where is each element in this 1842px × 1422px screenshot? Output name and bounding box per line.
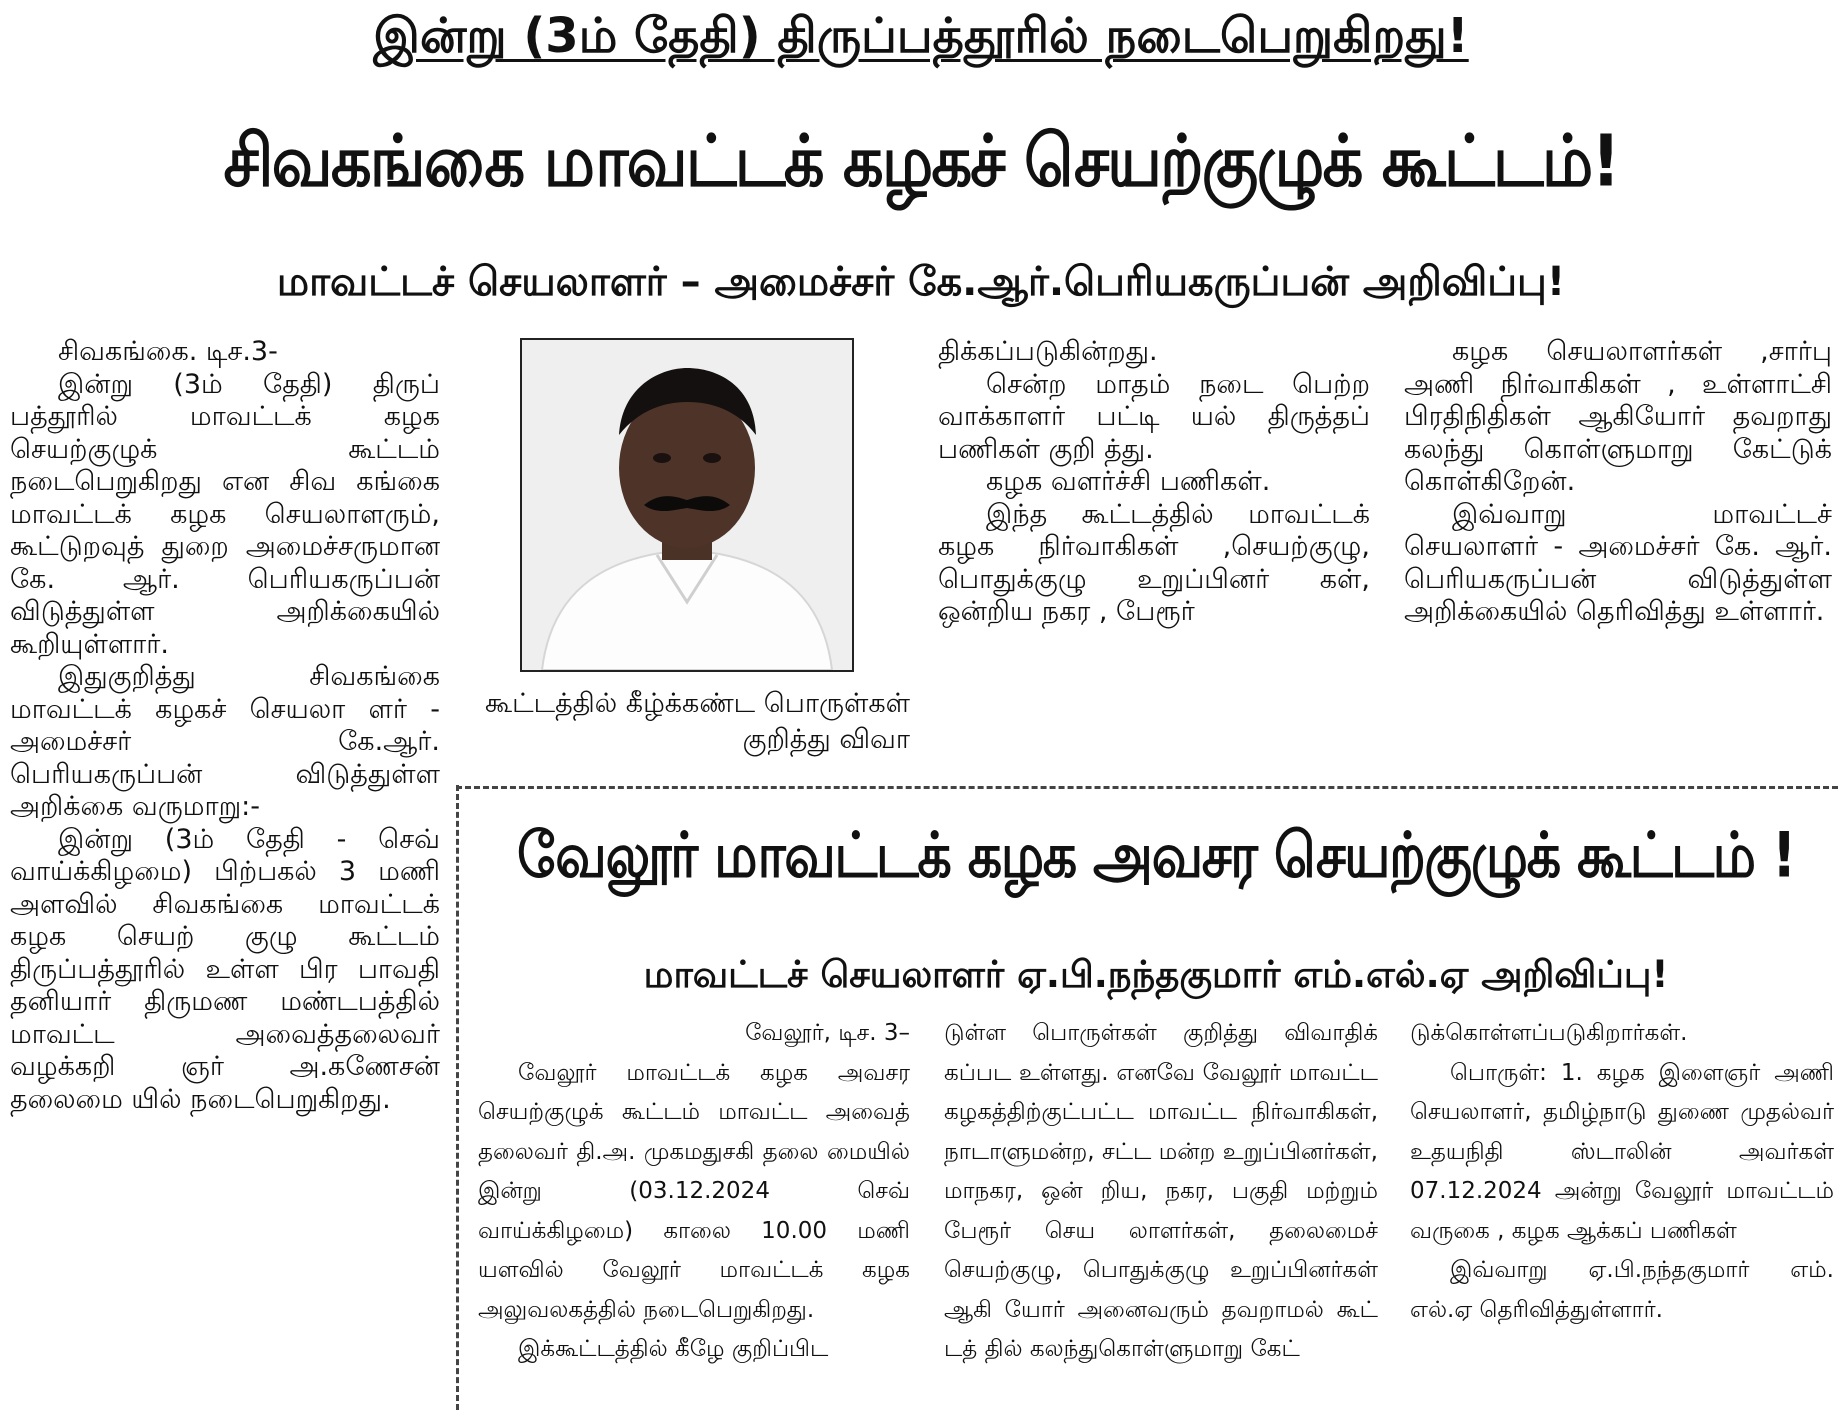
photo-caption — [470, 686, 910, 758]
paragraph: டுள்ள பொருள்கள் குறித்து விவாதிக் கப்பட உள்ளது. எனவே வேலூர் மாவட்ட கழகத்திற்குட்பட்ட மாவட்ட நிர்வாகிகள், நாடாளுமன்ற, சட்ட மன்ற உறுப்பினர்கள், மாநகர, ஒன் றிய, நகர, பகுதி மற்றும் பேரூர் செய லாளர்கள், தலைமைச் செயற்குழு, பொதுக்குழு உறுப்பினர்கள் ஆகி யோர் அனைவரும் தவறாமல் கூட் டத் தில் கலந்துகொள்ளுமாறு கேட் — [944, 1020, 1378, 1362]
article1-column-3 — [938, 336, 1370, 629]
paragraph: இக்கூட்டத்தில் கீழே குறிப்பிட — [518, 1336, 829, 1362]
dateline: வேலூர், டிச. 3– — [745, 1020, 910, 1046]
dateline: சிவகங்கை. டிச.3- — [58, 336, 278, 367]
article1-column-1 — [10, 336, 440, 1116]
paragraph: இவ்வாறு மாவட்டச் செயலாளர் - அமைச்சர் கே. ஆர். பெரியகருப்பன் விடுத்துள்ள அறிக்கையில் தெரிவித்து உள்ளார். — [1404, 498, 1832, 627]
caption-text: கூட்டத்தில் கீழ்க்கண்ட பொருள்கள் குறித்து விவா — [485, 688, 910, 755]
paragraph: இவ்வாறு ஏ.பி.நந்தகுமார் எம். எல்.ஏ தெரிவித்துள்ளார். — [1410, 1257, 1834, 1323]
paragraph: டுக்கொள்ளப்படுகிறார்கள். — [1410, 1020, 1688, 1046]
subheadline-2: மாவட்டச் செயலாளர் ஏ.பி.நந்தகுமார் எம்.எல்.ஏ அறிவிப்பு! — [643, 953, 1669, 996]
paragraph: கழக வளர்ச்சி பணிகள். — [986, 466, 1271, 497]
paragraph: திக்கப்படுகின்றது. — [938, 336, 1158, 367]
article2-column-2 — [944, 1014, 1378, 1370]
column-divider — [456, 785, 459, 1410]
article2-column-1 — [478, 1014, 910, 1370]
paragraph: இதுகுறித்து சிவகங்கை மாவட்டக் கழகச் செயலா ளர் - அமைச்சர் கே.ஆர். பெரியகருப்பன் விடுத்துள்ள அறிக்கை வருமாறு:- — [10, 661, 440, 822]
paragraph: இன்று (3ம் தேதி - செவ் வாய்க்கிழமை) பிற்பகல் 3 மணி அளவில் சிவகங்கை மாவட்டக் கழக செயற் குழு கூட்டம் திருப்பத்தூரில் உள்ள பிர பாவதி தனியார் திருமண மண்டபத்தில் மாவட்ட அவைத்தலைவர் வழக்கறி ஞர் அ.கணேசன் தலைமை யில் நடைபெறுகிறது. — [10, 823, 440, 1115]
article2-column-3 — [1410, 1014, 1834, 1330]
kicker-text: இன்று (3ம் தேதி) திருப்பத்தூரில் நடைபெறுகிறது! — [373, 8, 1469, 64]
paragraph: வேலூர் மாவட்டக் கழக அவசர செயற்குழுக் கூட்டம் மாவட்ட அவைத் தலைவர் தி.அ. முகமதுசகி தலை மையில் இன்று (03.12.2024 செவ் வாய்க்கிழமை) காலை 10.00 மணி யளவில் வேலூர் மாவட்டக் கழக அலுவலகத்தில் நடைபெறுகிறது. — [478, 1059, 910, 1323]
paragraph: பொருள்: 1. கழக இளைஞர் அணி செயலாளர், தமிழ்நாடு துணை முதல்வர் உதயநிதி ஸ்டாலின் அவர்கள் 07.12.2024 அன்று வேலூர் மாவட்டம் வருகை , கழக ஆக்கப் பணிகள் — [1410, 1059, 1834, 1244]
section-divider — [456, 786, 1838, 789]
headline-2: வேலூர் மாவட்டக் கழக அவசர செயற்குழுக் கூட்டம் ! — [516, 819, 1796, 892]
kicker-line — [0, 4, 1842, 68]
paragraph: இந்த கூட்டத்தில் மாவட்டக் கழக நிர்வாகிகள் ,செயற்குழு, பொதுக்குழு உறுப்பினர் கள், ஒன்றிய நகர , பேரூர் — [938, 498, 1370, 627]
headline: சிவகங்கை மாவட்டக் கழகச் செயற்குழுக் கூட்டம்! — [223, 120, 1619, 204]
subheadline: மாவட்டச் செயலாளர் – அமைச்சர் கே.ஆர்.பெரியகருப்பன் அறிவிப்பு! — [276, 259, 1566, 305]
paragraph: சென்ற மாதம் நடை பெற்ற வாக்காளர் பட்டி யல் திருத்தப் பணிகள் குறி த்து. — [938, 368, 1370, 465]
paragraph: இன்று (3ம் தேதி) திருப் பத்தூரில் மாவட்டக் கழக செயற்குழுக் கூட்டம் நடைபெறுகிறது என சிவ கங்கை மாவட்டக் கழக செயலாளரும், கூட்டுறவுத் துறை அமைச்சருமான கே. ஆர். பெரியகருப்பன் விடுத்துள்ள அறிக்கையில் கூறியுள்ளார். — [10, 368, 440, 660]
portrait-photo — [520, 338, 854, 672]
portrait-illustration — [522, 340, 852, 670]
paragraph: கழக செயலாளர்கள் ,சார்பு அணி நிர்வாகிகள் , உள்ளாட்சி பிரதிநிதிகள் ஆகியோர் தவறாது கலந்து கொள்ளுமாறு கேட்டுக் கொள்கிறேன். — [1404, 336, 1832, 497]
article1-column-4 — [1404, 336, 1832, 629]
